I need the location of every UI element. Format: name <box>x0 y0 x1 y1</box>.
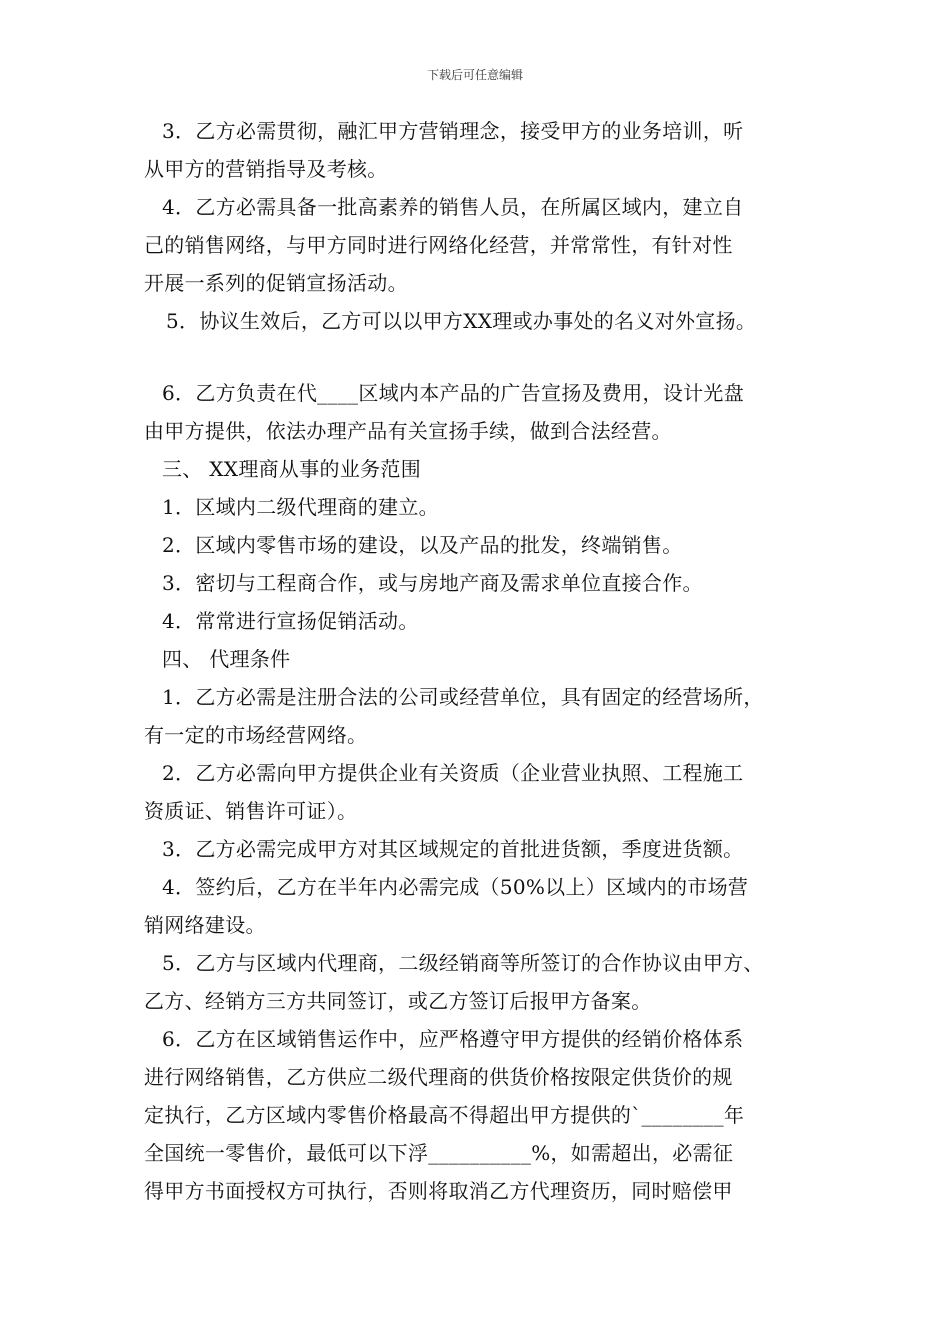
paragraph-line: 4．常常进行宣扬促销活动。 <box>162 609 419 633</box>
paragraph-line: 3．乙方必需贯彻，融汇甲方营销理念，接受甲方的业务培训，听 <box>162 119 744 143</box>
paragraph-line: 4．乙方必需具备一批高素养的销售人员，在所属区域内，建立自 <box>162 195 744 219</box>
paragraph-line: 2．乙方必需向甲方提供企业有关资质（企业营业执照、工程施工 <box>162 761 744 785</box>
paragraph-line: 销网络建设。 <box>144 913 266 937</box>
paragraph-line: 得甲方书面授权方可执行，否则将取消乙方代理资历，同时赔偿甲 <box>144 1179 733 1203</box>
blank-line <box>144 340 834 374</box>
paragraph-line: 开展一系列的促销宣扬活动。 <box>144 271 408 295</box>
paragraph-line: 3．乙方必需完成甲方对其区域规定的首批进货额，季度进货额。 <box>162 837 744 861</box>
paragraph-line: 乙方、经销方三方共同签订，或乙方签订后报甲方备案。 <box>144 989 652 1013</box>
paragraph-line: 己的销售网络，与甲方同时进行网络化经营，并常常性，有针对性 <box>144 233 733 257</box>
page-header: 下载后可任意编辑 <box>426 68 523 82</box>
paragraph-line: 资质证、销售许可证）。 <box>144 799 358 823</box>
paragraph-line: 有一定的市场经营网络。 <box>144 723 368 747</box>
section-heading: 三、 XX理商从事的业务范围 <box>162 457 422 481</box>
paragraph-line: 由甲方提供，依法办理产品有关宣扬手续，做到合法经营。 <box>144 419 672 443</box>
paragraph-line: 4．签约后，乙方在半年内必需完成（50%以上）区域内的市场营 <box>162 875 749 899</box>
paragraph-line: 5．乙方与区域内代理商，二级经销商等所签订的合作协议由甲方、 <box>162 951 764 975</box>
paragraph-line: 1．区域内二级代理商的建立。 <box>162 495 439 519</box>
document-body <box>144 112 834 1210</box>
paragraph-line: 3．密切与工程商合作，或与房地产商及需求单位直接合作。 <box>162 571 703 595</box>
paragraph-line: 6．乙方在区域销售运作中，应严格遵守甲方提供的经销价格体系 <box>162 1027 744 1051</box>
paragraph-line: 定执行，乙方区域内零售价格最高不得超出甲方提供的`________年 <box>144 1103 745 1127</box>
paragraph-line: 从甲方的营销指导及考核。 <box>144 157 388 181</box>
paragraph-line: 全国统一零售价，最低可以下浮__________%，如需超出，必需征 <box>144 1141 734 1165</box>
paragraph-line: 1．乙方必需是注册合法的公司或经营单位，具有固定的经营场所， <box>162 685 764 709</box>
section-heading: 四、 代理条件 <box>162 647 291 671</box>
paragraph-line: 5．协议生效后，乙方可以以甲方XX理或办事处的名义对外宣扬。 <box>166 309 757 333</box>
paragraph-line: 2．区域内零售市场的建设，以及产品的批发，终端销售。 <box>162 533 683 557</box>
paragraph-line: 进行网络销售，乙方供应二级代理商的供货价格按限定供货价的规 <box>144 1065 733 1089</box>
paragraph-line: 6．乙方负责在代____区域内本产品的广告宣扬及费用，设计光盘 <box>162 381 745 405</box>
